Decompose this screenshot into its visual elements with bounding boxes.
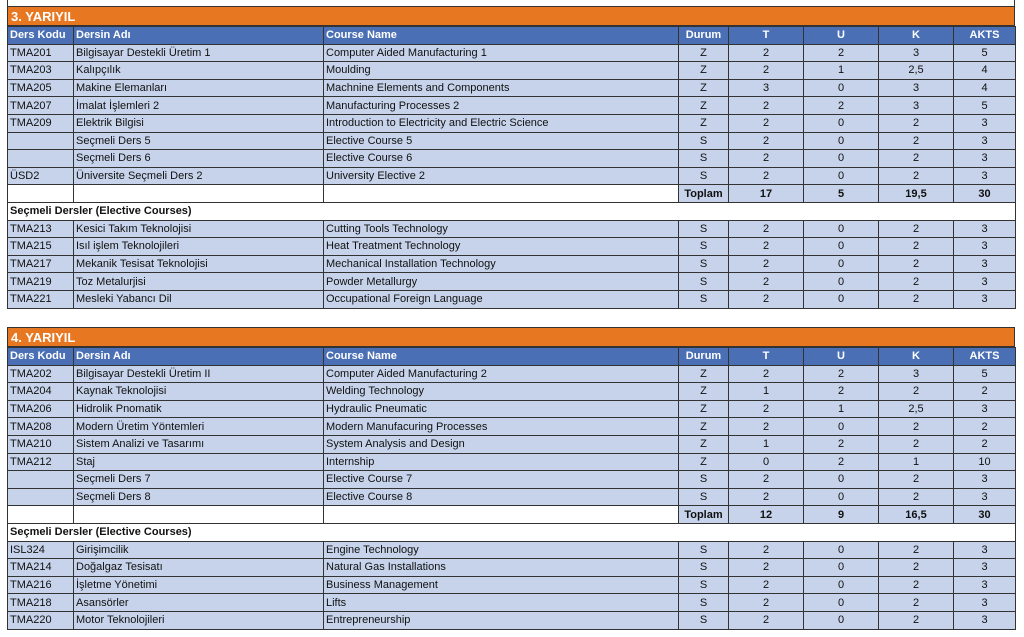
course-t: 2 <box>729 62 804 80</box>
elective-course-k: 2 <box>879 611 954 629</box>
col-header-k: K <box>879 27 954 45</box>
table-row <box>8 383 1016 401</box>
course-t: 1 <box>729 435 804 453</box>
elective-course-name-en: Lifts <box>324 594 679 612</box>
course-t: 2 <box>729 44 804 62</box>
course-status: Z <box>679 400 729 418</box>
table-row <box>8 79 1016 97</box>
course-t: 2 <box>729 365 804 383</box>
course-status: Z <box>679 435 729 453</box>
elective-row <box>8 273 1016 291</box>
course-k: 3 <box>879 97 954 115</box>
course-t: 2 <box>729 97 804 115</box>
elective-course-akts: 3 <box>954 220 1016 238</box>
course-name-en: System Analysis and Design <box>324 435 679 453</box>
table-row <box>8 132 1016 150</box>
course-status: S <box>679 488 729 506</box>
course-name-tr: Seçmeli Ders 5 <box>74 132 324 150</box>
course-u: 0 <box>804 132 879 150</box>
course-name-tr: Seçmeli Ders 7 <box>74 471 324 489</box>
course-status: S <box>679 167 729 185</box>
course-akts: 5 <box>954 365 1016 383</box>
semester-4-section <box>7 327 1015 630</box>
elective-course-code: TMA215 <box>8 238 74 256</box>
elective-course-akts: 3 <box>954 255 1016 273</box>
course-status: S <box>679 150 729 168</box>
course-t: 2 <box>729 132 804 150</box>
course-u: 1 <box>804 62 879 80</box>
elective-course-akts: 3 <box>954 576 1016 594</box>
course-u: 2 <box>804 44 879 62</box>
course-name-tr: Elektrik Bilgisi <box>74 114 324 132</box>
course-akts: 5 <box>954 97 1016 115</box>
course-akts: 2 <box>954 383 1016 401</box>
course-k: 2 <box>879 418 954 436</box>
total-empty <box>74 506 324 524</box>
course-u: 1 <box>804 400 879 418</box>
elective-course-u: 0 <box>804 238 879 256</box>
elective-course-akts: 3 <box>954 611 1016 629</box>
course-u: 0 <box>804 79 879 97</box>
course-status: Z <box>679 114 729 132</box>
course-akts: 3 <box>954 132 1016 150</box>
elective-course-name-tr: Motor Teknolojileri <box>74 611 324 629</box>
course-k: 1 <box>879 453 954 471</box>
table-row <box>8 44 1016 62</box>
elective-course-name-en: Cutting Tools Technology <box>324 220 679 238</box>
semester-3-section <box>7 6 1015 309</box>
table-row <box>8 114 1016 132</box>
total-t: 12 <box>729 506 804 524</box>
col-header-status: Durum <box>679 27 729 45</box>
elective-course-status: S <box>679 594 729 612</box>
course-name-en: Elective Course 8 <box>324 488 679 506</box>
elective-course-code: TMA217 <box>8 255 74 273</box>
course-status: Z <box>679 44 729 62</box>
course-t: 2 <box>729 471 804 489</box>
elective-course-status: S <box>679 576 729 594</box>
course-status: S <box>679 471 729 489</box>
course-u: 2 <box>804 383 879 401</box>
col-header-k: K <box>879 348 954 366</box>
course-code: TMA203 <box>8 62 74 80</box>
course-name-tr: Seçmeli Ders 8 <box>74 488 324 506</box>
course-code: TMA204 <box>8 383 74 401</box>
elective-course-name-tr: Mekanik Tesisat Teknolojisi <box>74 255 324 273</box>
course-status: Z <box>679 79 729 97</box>
course-u: 2 <box>804 365 879 383</box>
elective-course-akts: 3 <box>954 541 1016 559</box>
elective-course-name-en: Natural Gas Installations <box>324 559 679 577</box>
elective-row <box>8 255 1016 273</box>
course-k: 2 <box>879 132 954 150</box>
col-header-name-en: Course Name <box>324 348 679 366</box>
course-akts: 3 <box>954 114 1016 132</box>
course-t: 2 <box>729 150 804 168</box>
header-row <box>8 27 1016 45</box>
elective-course-akts: 3 <box>954 238 1016 256</box>
total-k: 16,5 <box>879 506 954 524</box>
course-code <box>8 132 74 150</box>
course-akts: 3 <box>954 167 1016 185</box>
course-name-tr: Hidrolik Pnomatik <box>74 400 324 418</box>
course-u: 0 <box>804 167 879 185</box>
course-name-en: University Elective 2 <box>324 167 679 185</box>
course-k: 2 <box>879 471 954 489</box>
elective-title-row <box>8 523 1016 541</box>
course-t: 2 <box>729 418 804 436</box>
elective-row <box>8 559 1016 577</box>
course-name-en: Elective Course 5 <box>324 132 679 150</box>
elective-course-name-tr: Asansörler <box>74 594 324 612</box>
course-k: 2,5 <box>879 62 954 80</box>
course-name-tr: Kalıpçılık <box>74 62 324 80</box>
elective-course-k: 2 <box>879 238 954 256</box>
course-t: 3 <box>729 79 804 97</box>
course-name-tr: Seçmeli Ders 6 <box>74 150 324 168</box>
total-empty <box>74 185 324 203</box>
course-code: TMA202 <box>8 365 74 383</box>
course-name-en: Welding Technology <box>324 383 679 401</box>
course-name-en: Computer Aided Manufacturing 2 <box>324 365 679 383</box>
elective-course-t: 2 <box>729 594 804 612</box>
elective-course-k: 2 <box>879 255 954 273</box>
total-a: 30 <box>954 185 1016 203</box>
course-u: 0 <box>804 150 879 168</box>
course-name-tr: İmalat İşlemleri 2 <box>74 97 324 115</box>
elective-course-k: 2 <box>879 273 954 291</box>
elective-course-status: S <box>679 611 729 629</box>
elective-course-name-tr: Doğalgaz Tesisatı <box>74 559 324 577</box>
elective-course-akts: 3 <box>954 559 1016 577</box>
course-name-tr: Bilgisayar Destekli Üretim II <box>74 365 324 383</box>
elective-course-name-tr: Toz Metalurjisi <box>74 273 324 291</box>
course-status: Z <box>679 383 729 401</box>
course-akts: 2 <box>954 435 1016 453</box>
table-row <box>8 400 1016 418</box>
elective-course-t: 2 <box>729 576 804 594</box>
elective-course-status: S <box>679 290 729 308</box>
elective-course-t: 2 <box>729 559 804 577</box>
table-row <box>8 471 1016 489</box>
course-name-en: Manufacturing Processes 2 <box>324 97 679 115</box>
course-name-en: Introduction to Electricity and Electric Science <box>324 114 679 132</box>
elective-course-akts: 3 <box>954 594 1016 612</box>
elective-course-t: 2 <box>729 273 804 291</box>
elective-course-u: 0 <box>804 290 879 308</box>
col-header-name-tr: Dersin Adı <box>74 27 324 45</box>
elective-course-k: 2 <box>879 576 954 594</box>
course-name-en: Machnine Elements and Components <box>324 79 679 97</box>
total-a: 30 <box>954 506 1016 524</box>
course-t: 2 <box>729 488 804 506</box>
elective-course-k: 2 <box>879 220 954 238</box>
course-u: 0 <box>804 471 879 489</box>
course-code: TMA206 <box>8 400 74 418</box>
course-t: 1 <box>729 383 804 401</box>
table-row <box>8 150 1016 168</box>
elective-course-t: 2 <box>729 255 804 273</box>
elective-course-name-en: Heat Treatment Technology <box>324 238 679 256</box>
course-name-en: Elective Course 7 <box>324 471 679 489</box>
course-code: TMA205 <box>8 79 74 97</box>
course-k: 2 <box>879 150 954 168</box>
elective-course-u: 0 <box>804 255 879 273</box>
course-code: TMA208 <box>8 418 74 436</box>
col-header-u: U <box>804 348 879 366</box>
course-code: TMA210 <box>8 435 74 453</box>
elective-course-t: 2 <box>729 238 804 256</box>
col-header-akts: AKTS <box>954 348 1016 366</box>
total-label: Toplam <box>679 506 729 524</box>
course-k: 3 <box>879 44 954 62</box>
course-name-tr: Sistem Analizi ve Tasarımı <box>74 435 324 453</box>
total-empty <box>8 506 74 524</box>
table-row <box>8 453 1016 471</box>
elective-course-name-en: Mechanical Installation Technology <box>324 255 679 273</box>
course-t: 2 <box>729 167 804 185</box>
course-k: 2 <box>879 114 954 132</box>
elective-course-name-en: Entrepreneurship <box>324 611 679 629</box>
course-name-tr: Modern Üretim Yöntemleri <box>74 418 324 436</box>
elective-course-name-tr: Girişimcilik <box>74 541 324 559</box>
elective-course-name-tr: İşletme Yönetimi <box>74 576 324 594</box>
elective-course-t: 2 <box>729 611 804 629</box>
total-u: 9 <box>804 506 879 524</box>
course-name-en: Hydraulic Pneumatic <box>324 400 679 418</box>
col-header-akts: AKTS <box>954 27 1016 45</box>
table-row <box>8 97 1016 115</box>
elective-course-status: S <box>679 238 729 256</box>
elective-course-akts: 3 <box>954 273 1016 291</box>
elective-course-name-en: Business Management <box>324 576 679 594</box>
course-code: ÜSD2 <box>8 167 74 185</box>
course-status: Z <box>679 365 729 383</box>
course-t: 2 <box>729 114 804 132</box>
course-name-tr: Bilgisayar Destekli Üretim 1 <box>74 44 324 62</box>
course-akts: 3 <box>954 471 1016 489</box>
elective-course-u: 0 <box>804 220 879 238</box>
col-header-name-tr: Dersin Adı <box>74 348 324 366</box>
elective-course-status: S <box>679 220 729 238</box>
course-status: Z <box>679 418 729 436</box>
elective-course-k: 2 <box>879 290 954 308</box>
course-k: 2,5 <box>879 400 954 418</box>
table-row <box>8 62 1016 80</box>
table-row <box>8 488 1016 506</box>
elective-course-name-tr: Kesici Takım Teknolojisi <box>74 220 324 238</box>
elective-course-name-tr: Mesleki Yabancı Dil <box>74 290 324 308</box>
course-k: 2 <box>879 383 954 401</box>
total-k: 19,5 <box>879 185 954 203</box>
course-code: TMA201 <box>8 44 74 62</box>
elective-row <box>8 576 1016 594</box>
total-label: Toplam <box>679 185 729 203</box>
course-akts: 4 <box>954 79 1016 97</box>
total-empty <box>324 506 679 524</box>
col-header-name-en: Course Name <box>324 27 679 45</box>
table-row <box>8 365 1016 383</box>
course-akts: 4 <box>954 62 1016 80</box>
total-empty <box>8 185 74 203</box>
elective-title: Seçmeli Dersler (Elective Courses) <box>8 523 1016 541</box>
course-table <box>7 347 1016 630</box>
course-name-en: Modern Manufacuring Processes <box>324 418 679 436</box>
elective-course-k: 2 <box>879 559 954 577</box>
course-code <box>8 471 74 489</box>
course-u: 2 <box>804 97 879 115</box>
elective-course-u: 0 <box>804 559 879 577</box>
elective-course-code: TMA218 <box>8 594 74 612</box>
elective-course-status: S <box>679 541 729 559</box>
elective-row <box>8 541 1016 559</box>
elective-course-u: 0 <box>804 273 879 291</box>
course-code: TMA209 <box>8 114 74 132</box>
elective-course-code: TMA213 <box>8 220 74 238</box>
course-k: 3 <box>879 79 954 97</box>
total-empty <box>324 185 679 203</box>
total-t: 17 <box>729 185 804 203</box>
course-name-tr: Kaynak Teknolojisi <box>74 383 324 401</box>
course-code: TMA207 <box>8 97 74 115</box>
course-akts: 3 <box>954 150 1016 168</box>
course-akts: 2 <box>954 418 1016 436</box>
elective-course-akts: 3 <box>954 290 1016 308</box>
course-code: TMA212 <box>8 453 74 471</box>
elective-course-code: TMA220 <box>8 611 74 629</box>
elective-course-u: 0 <box>804 541 879 559</box>
col-header-status: Durum <box>679 348 729 366</box>
course-k: 2 <box>879 435 954 453</box>
course-name-en: Computer Aided Manufacturing 1 <box>324 44 679 62</box>
course-akts: 5 <box>954 44 1016 62</box>
elective-row <box>8 290 1016 308</box>
course-k: 2 <box>879 167 954 185</box>
total-row <box>8 185 1016 203</box>
elective-row <box>8 594 1016 612</box>
course-code <box>8 150 74 168</box>
elective-title-row <box>8 202 1016 220</box>
course-name-en: Elective Course 6 <box>324 150 679 168</box>
elective-course-t: 2 <box>729 541 804 559</box>
total-u: 5 <box>804 185 879 203</box>
elective-course-code: ISL324 <box>8 541 74 559</box>
elective-course-name-en: Engine Technology <box>324 541 679 559</box>
elective-course-u: 0 <box>804 611 879 629</box>
elective-course-name-tr: Isıl işlem Teknolojileri <box>74 238 324 256</box>
course-name-en: Moulding <box>324 62 679 80</box>
course-t: 2 <box>729 400 804 418</box>
course-u: 2 <box>804 435 879 453</box>
header-row <box>8 348 1016 366</box>
course-status: S <box>679 132 729 150</box>
course-k: 3 <box>879 365 954 383</box>
course-k: 2 <box>879 488 954 506</box>
elective-course-k: 2 <box>879 541 954 559</box>
total-row <box>8 506 1016 524</box>
semester-title: 4. YARIYIL <box>7 327 1015 347</box>
table-row <box>8 167 1016 185</box>
elective-course-t: 2 <box>729 290 804 308</box>
elective-course-code: TMA214 <box>8 559 74 577</box>
col-header-t: T <box>729 348 804 366</box>
course-status: Z <box>679 453 729 471</box>
course-status: Z <box>679 62 729 80</box>
course-akts: 3 <box>954 488 1016 506</box>
elective-course-k: 2 <box>879 594 954 612</box>
course-t: 0 <box>729 453 804 471</box>
elective-course-t: 2 <box>729 220 804 238</box>
course-status: Z <box>679 97 729 115</box>
elective-row <box>8 220 1016 238</box>
course-akts: 10 <box>954 453 1016 471</box>
elective-course-code: TMA216 <box>8 576 74 594</box>
course-table <box>7 26 1016 309</box>
elective-course-code: TMA221 <box>8 290 74 308</box>
course-name-en: Internship <box>324 453 679 471</box>
course-u: 0 <box>804 114 879 132</box>
elective-title: Seçmeli Dersler (Elective Courses) <box>8 202 1016 220</box>
course-name-tr: Staj <box>74 453 324 471</box>
course-akts: 3 <box>954 400 1016 418</box>
col-header-u: U <box>804 27 879 45</box>
elective-course-name-en: Powder Metallurgy <box>324 273 679 291</box>
table-row <box>8 435 1016 453</box>
elective-course-u: 0 <box>804 594 879 612</box>
col-header-t: T <box>729 27 804 45</box>
col-header-code: Ders Kodu <box>8 27 74 45</box>
semester-title: 3. YARIYIL <box>7 6 1015 26</box>
elective-course-status: S <box>679 255 729 273</box>
table-row <box>8 418 1016 436</box>
elective-course-u: 0 <box>804 576 879 594</box>
col-header-code: Ders Kodu <box>8 348 74 366</box>
course-u: 0 <box>804 488 879 506</box>
elective-course-code: TMA219 <box>8 273 74 291</box>
elective-row <box>8 238 1016 256</box>
course-code <box>8 488 74 506</box>
elective-course-status: S <box>679 559 729 577</box>
course-u: 0 <box>804 418 879 436</box>
course-name-tr: Üniversite Seçmeli Ders 2 <box>74 167 324 185</box>
course-u: 2 <box>804 453 879 471</box>
elective-course-name-en: Occupational Foreign Language <box>324 290 679 308</box>
elective-row <box>8 611 1016 629</box>
course-name-tr: Makine Elemanları <box>74 79 324 97</box>
elective-course-status: S <box>679 273 729 291</box>
